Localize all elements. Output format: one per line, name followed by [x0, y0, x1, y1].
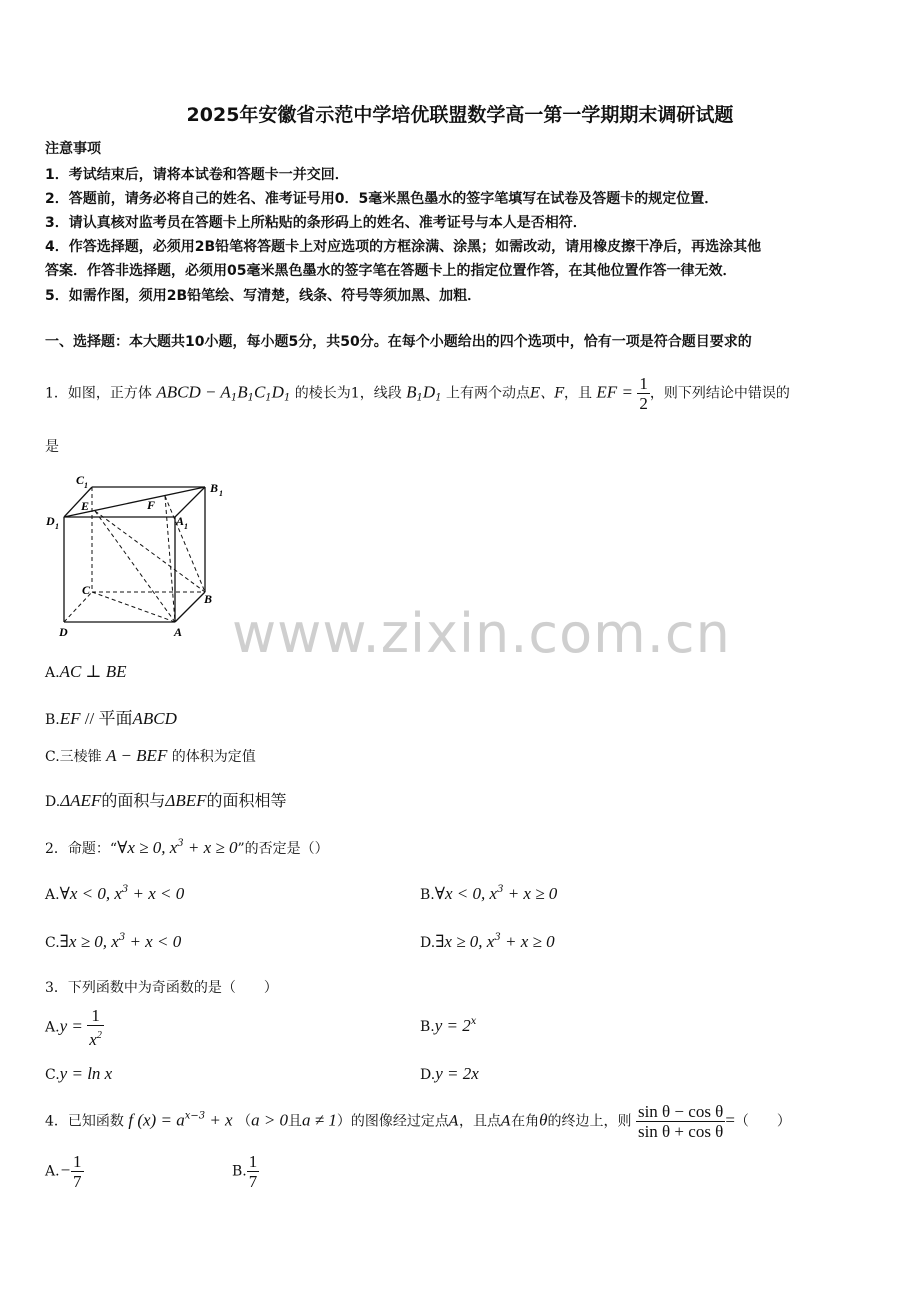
- segment-f-a: [165, 496, 175, 622]
- q2-option-c[interactable]: C.∃x ≥ 0, $x^3 + x < 0$: [45, 932, 182, 951]
- label-c: C: [82, 583, 91, 597]
- notice-item: 3．请认真核对监考员在答题卡上所粘贴的条形码上的姓名、准考证号与本人是否相符．: [45, 215, 587, 231]
- label-b: B: [204, 592, 213, 606]
- notice-item: 答案．作答非选择题，必须用05毫米黑色墨水的签字笔在答题卡上的指定位置作答，在其他位置作答一律无效．: [45, 263, 737, 279]
- q3-option-c[interactable]: C.y = ln x: [45, 1064, 113, 1083]
- label-f: F: [147, 498, 156, 512]
- label-d1: D: [46, 514, 55, 528]
- q4-option-b[interactable]: B. $\frac{1}{7}$: [232, 1152, 258, 1191]
- fraction-one-half: $\frac{1}{2}$: [639, 374, 648, 413]
- cube-figure: [40, 470, 240, 645]
- label-a1: A: [176, 514, 185, 528]
- section-heading: 一、选择题：本大题共10小题，每小题5分，共50分。在每个小题给出的四个选项中，恰有一项是符合题目要求的: [45, 334, 752, 350]
- svg-text:1: 1: [55, 522, 59, 531]
- segment-f-b: [165, 496, 205, 592]
- q2-option-d[interactable]: D.∃x ≥ 0, $x^3 + x \ge 0$: [420, 932, 555, 951]
- q3-option-b[interactable]: $B.y = 2^x$: [420, 1016, 477, 1035]
- q3-option-a[interactable]: A.y = $\frac{1}{x^2}$: [45, 1006, 102, 1049]
- diagonal-c-a: [92, 592, 175, 622]
- label-c1: C: [76, 473, 85, 487]
- q1-option-a[interactable]: A.AC ⊥ BE: [45, 662, 127, 681]
- question-1-stem: 1．如图，正方体 ABCD − $A_1B_1C_1D_1$ 的棱长为1，线段 $B_1D_1$ 上有两个动点E、F，且 EF = $\frac{1}{2}$ ，则下列结论中错误的: [45, 374, 790, 413]
- q2-option-a[interactable]: A.∀x < 0, $x^3 + x < 0$: [45, 884, 185, 903]
- q1-option-d[interactable]: D.ΔAEF的面积与ΔBEF的面积相等: [45, 791, 287, 810]
- label-a: A: [174, 625, 183, 639]
- page-title: 2025年安徽省示范中学培优联盟数学高一第一学期期末调研试题: [186, 104, 734, 126]
- q1-option-c[interactable]: C.三棱锥 A − BEF 的体积为定值: [45, 746, 256, 765]
- edge-a1-b1: [175, 487, 205, 517]
- svg-text:1: 1: [219, 489, 223, 498]
- notice-item: 1．考试结束后，请将本试卷和答题卡一并交回．: [45, 167, 349, 183]
- svg-text:1: 1: [184, 522, 188, 531]
- label-b1: B: [210, 481, 219, 495]
- notice-item: 5．如需作图，须用2B铅笔绘、写清楚，线条、符号等须加黑、加粗．: [45, 288, 482, 304]
- question-3-stem: 3．下列函数中为奇函数的是（ ）: [45, 980, 278, 996]
- notice-item: 4．作答选择题，必须用2B铅笔将答题卡上对应选项的方框涂满、涂黑；如需改动，请用橡皮擦干净后，再选涂其他: [45, 239, 762, 255]
- q1-option-b[interactable]: B.EF // 平面ABCD: [45, 709, 177, 728]
- segment-e-b: [95, 511, 205, 592]
- q3-option-d[interactable]: D.y = 2x: [420, 1064, 479, 1083]
- segment-e-a: [95, 511, 175, 622]
- watermark: www.zixin.com.cn: [232, 602, 731, 665]
- label-d: D: [59, 625, 68, 639]
- question-1-stem-cont: 是: [45, 439, 59, 455]
- question-4-stem: 4．已知函数 f $(x) = a^{x-3} + x$ （a > 0且a ≠ 1）的图像经过定点A，且点A在角θ的终边上，则 $\frac{\text{sin θ − cos θ}}{\text{sin θ + cos θ}}$ =（ ）: [45, 1102, 791, 1141]
- svg-text:1: 1: [84, 481, 88, 490]
- label-e: E: [81, 499, 90, 513]
- q4-option-a[interactable]: A.− $\frac{1}{7}$: [45, 1152, 82, 1191]
- q2-option-b[interactable]: B.∀x < 0, $x^3 + x \ge 0$: [420, 884, 558, 903]
- question-2-stem: 2．命题：“∀x ≥ 0, $x^3 + x \ge 0$”的否定是（）: [45, 838, 329, 857]
- edge-a-b: [175, 592, 205, 622]
- notice-item: 2．答题前，请务必将自己的姓名、准考证号用0．5毫米黑色墨水的签字笔填写在试卷及答题卡的规定位置．: [45, 191, 719, 207]
- notice-heading: 注意事项: [45, 141, 101, 157]
- fraction-sin-cos: $\frac{\text{sin θ − cos θ}}{\text{sin θ + cos θ}}$: [637, 1102, 724, 1141]
